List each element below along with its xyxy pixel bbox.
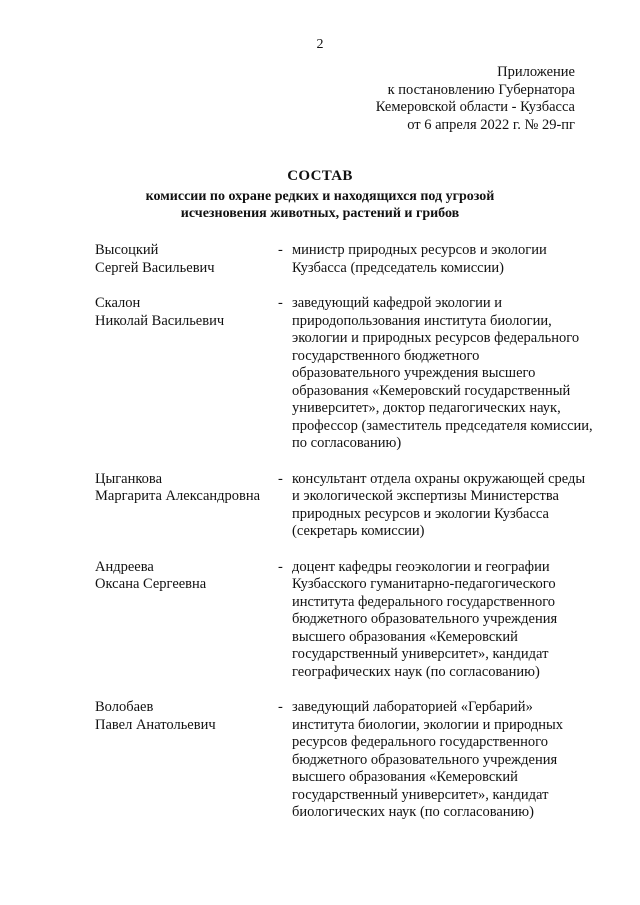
- member-position-line: географических наук (по согласованию): [292, 663, 540, 680]
- appendix-line: к постановлению Губернатора: [387, 81, 575, 98]
- member-position-line: профессор (заместитель председателя комиссии,: [292, 417, 593, 434]
- member-position-line: (секретарь комиссии): [292, 523, 425, 539]
- member-name-line: Цыганкова: [95, 470, 163, 487]
- member-name: [95, 471, 278, 541]
- title-subtitle-line: исчезновения животных, растений и грибов: [180, 205, 460, 221]
- member-position-line: Кузбасского гуманитарно-педагогического: [292, 576, 556, 592]
- appendix-line: от 6 апреля 2022 г. № 29-пг: [407, 116, 575, 133]
- member-name-line: Павел Анатольевич: [95, 716, 216, 733]
- member-name-line: Андреева: [95, 558, 154, 575]
- member-position-line: министр природных ресурсов и экологии: [292, 242, 547, 258]
- member-position-line: высшего образования «Кемеровский: [292, 628, 518, 645]
- member-name: [95, 559, 278, 682]
- document-title: [0, 168, 640, 222]
- page-number: 2: [316, 37, 324, 52]
- member-dash: -: [278, 699, 283, 715]
- member-position: [292, 699, 615, 822]
- member-position-line: государственный университет», кандидат: [292, 786, 549, 803]
- appendix-line: Кемеровской области - Кузбасса: [375, 99, 575, 115]
- member-name-line: Маргарита Александровна: [95, 488, 261, 504]
- member-position-line: по согласованию): [292, 435, 402, 451]
- title-subtitle-line: комиссии по охране редких и находящихся под угрозой: [145, 188, 495, 204]
- member-position-line: Кузбасса (председатель комиссии): [292, 259, 504, 276]
- member-position-line: заведующий лабораторией «Гербарий»: [292, 699, 533, 715]
- member-position-line: государственный университет», кандидат: [292, 646, 549, 662]
- title-main: СОСТАВ: [287, 168, 353, 184]
- member-position-line: института федерального государственного: [292, 593, 556, 610]
- member-dash: -: [278, 470, 283, 487]
- member-position: [292, 295, 615, 453]
- member-position-line: образовательного учреждения высшего: [292, 365, 536, 381]
- member-position-line: природных ресурсов и экологии Кузбасса: [292, 505, 549, 522]
- member-position-line: бюджетного образовательного учреждения: [292, 611, 558, 627]
- appendix-line: Приложение: [497, 64, 575, 80]
- member-name-line: Сергей Васильевич: [95, 259, 215, 276]
- member-name-line: Волобаев: [95, 699, 154, 715]
- member-name-line: Скалон: [95, 295, 141, 311]
- member-position-line: университет», доктор педагогических наук,: [292, 400, 561, 416]
- member-position-line: заведующий кафедрой экологии и: [292, 295, 503, 311]
- member-row: [95, 699, 615, 822]
- member-position-line: бюджетного образовательного учреждения: [292, 751, 558, 768]
- member-name-line: Оксана Сергеевна: [95, 576, 207, 592]
- commission-members-list: [95, 242, 615, 840]
- member-position-line: образования «Кемеровский государственный: [292, 382, 571, 399]
- member-name-line: Высоцкий: [95, 242, 159, 258]
- member-dash: -: [278, 558, 283, 575]
- member-position-line: биологических наук (по согласованию): [292, 804, 534, 820]
- member-name: [95, 242, 278, 277]
- member-position: [292, 471, 615, 541]
- member-position-line: доцент кафедры геоэкологии и географии: [292, 558, 550, 575]
- member-position-line: природопользования института биологии,: [292, 312, 552, 329]
- member-position-line: экологии и природных ресурсов федерального: [292, 330, 580, 346]
- appendix-header: [330, 64, 575, 134]
- member-row: [95, 242, 615, 277]
- member-position-line: высшего образования «Кемеровский: [292, 769, 518, 785]
- member-position-line: института биологии, экологии и природных: [292, 716, 563, 733]
- member-position-line: консультант отдела охраны окружающей среды: [292, 470, 586, 487]
- member-position-line: ресурсов федерального государственного: [292, 734, 548, 750]
- member-position-line: и экологической экспертизы Министерства: [292, 488, 559, 504]
- member-row: [95, 295, 615, 453]
- member-row: [95, 559, 615, 682]
- member-dash: -: [278, 242, 283, 258]
- member-position-line: государственного бюджетного: [292, 347, 480, 364]
- member-dash: -: [278, 295, 283, 311]
- member-name-line: Николай Васильевич: [95, 312, 225, 329]
- member-position: [292, 242, 615, 277]
- member-row: [95, 471, 615, 541]
- member-position: [292, 559, 615, 682]
- member-name: [95, 295, 278, 453]
- member-name: [95, 699, 278, 822]
